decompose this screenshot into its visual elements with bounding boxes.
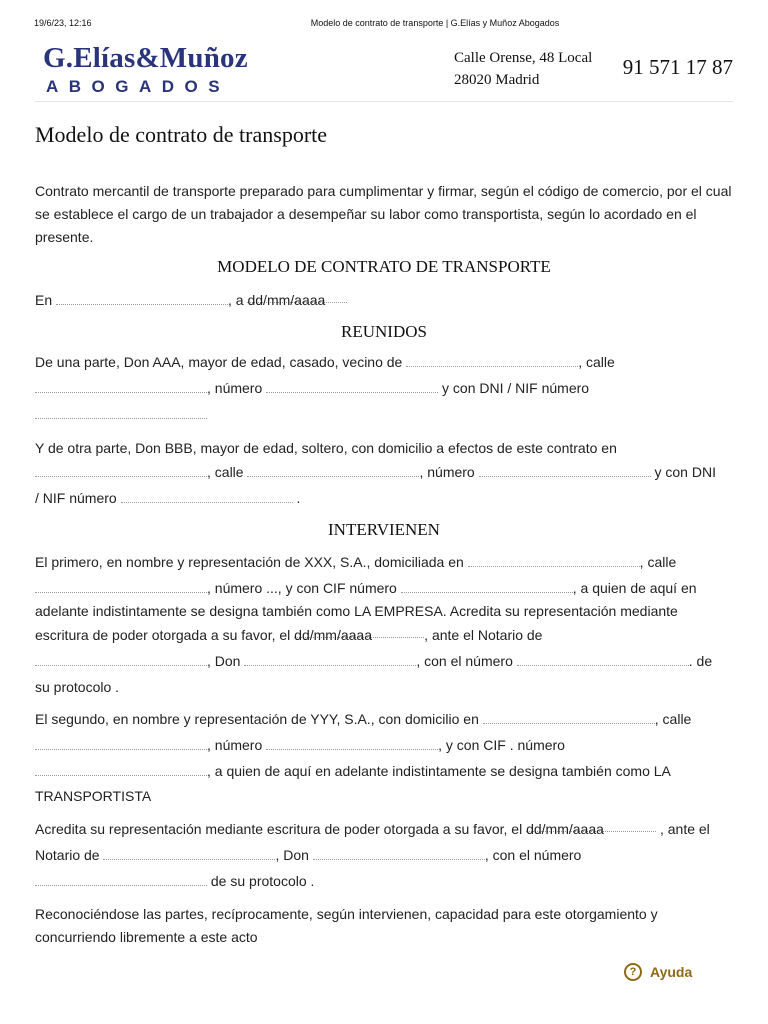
street-field[interactable] bbox=[247, 462, 419, 477]
intervienen-c-line2: Notario de , Don , con el número bbox=[35, 847, 582, 863]
print-page-title: Modelo de contrato de transporte | G.Elías y Muñoz Abogados bbox=[310, 18, 560, 28]
dni-field[interactable] bbox=[35, 404, 207, 419]
intervienen-a-line1: El primero, en nombre y representación de XXX, S.A., domiciliada en , calle bbox=[35, 554, 677, 570]
intervienen-b-line2: , número , y con CIF . número bbox=[35, 733, 735, 757]
intervienen-b-line4: TRANSPORTISTA bbox=[35, 788, 152, 804]
notary-city-field[interactable] bbox=[103, 845, 275, 860]
intervienen-a-line3: adelante indistintamente se designa también como LA EMPRESA. Acredita su representación mediante bbox=[35, 603, 678, 619]
print-header bbox=[0, 18, 768, 32]
cif-field[interactable] bbox=[401, 578, 573, 593]
reunidos-p2-line3: / NIF número . bbox=[35, 490, 301, 506]
protocol-number-field[interactable] bbox=[35, 871, 207, 886]
intervienen-a-line6: su protocolo . bbox=[35, 679, 120, 695]
intervienen-d-paragraph: Reconociéndose las partes, recíprocamente, según intervienen, capacidad para este otorgamiento y concurriendo libremente a este acto bbox=[35, 906, 658, 945]
address-field[interactable] bbox=[468, 552, 640, 567]
reunidos-p2-line2: , calle , número y con DNI bbox=[35, 460, 735, 484]
number-field[interactable] bbox=[266, 735, 438, 750]
date-field[interactable]: dd/mm/aaaa bbox=[526, 817, 656, 832]
reunidos-p1-line1: De una parte, Don AAA, mayor de edad, casado, vecino de , calle bbox=[35, 354, 615, 370]
intervienen-a-line2: , número ..., y con CIF número , a quien de aquí en bbox=[35, 576, 735, 600]
cif-field[interactable] bbox=[35, 761, 207, 776]
site-header bbox=[35, 40, 733, 102]
en-line: En , a dd/mm/aaaa bbox=[35, 288, 735, 312]
notary-name-field[interactable] bbox=[313, 845, 485, 860]
address-field[interactable] bbox=[483, 709, 655, 724]
phone-number[interactable]: 91 571 17 87 bbox=[622, 55, 733, 79]
question-circle-icon: ? bbox=[624, 963, 642, 981]
address-line-1: Calle Orense, 48 Local bbox=[454, 50, 593, 66]
logo-subtitle[interactable]: ABOGADOS bbox=[46, 77, 231, 96]
logo-name[interactable]: G.Elías&Muñoz bbox=[43, 42, 248, 74]
print-date: 19/6/23, 12:16 bbox=[34, 18, 92, 28]
notary-city-field[interactable] bbox=[35, 651, 207, 666]
city-field[interactable] bbox=[406, 352, 578, 367]
nif-field[interactable] bbox=[121, 488, 293, 503]
help-button[interactable] bbox=[624, 962, 692, 982]
intervienen-c-line3: de su protocolo . bbox=[35, 869, 735, 893]
notary-name-field[interactable] bbox=[244, 651, 416, 666]
intervienen-b-line3: , a quien de aquí en adelante indistintamente se designa también como LA bbox=[35, 759, 735, 783]
city-field[interactable] bbox=[35, 462, 207, 477]
street-field[interactable] bbox=[35, 378, 207, 393]
intro-paragraph: Contrato mercantil de transporte preparado para cumplimentar y firmar, según el código de comercio, por el cual se establece el cargo de un trabajador a desempeñar su labor como transportista, según lo acordado en el presente. bbox=[35, 183, 732, 245]
office-address bbox=[454, 47, 592, 91]
help-label: Ayuda bbox=[650, 964, 693, 980]
page-title: Modelo de contrato de transporte bbox=[35, 122, 328, 147]
city-field[interactable] bbox=[56, 290, 228, 305]
contract-heading: MODELO DE CONTRATO DE TRANSPORTE bbox=[217, 257, 551, 276]
reunidos-p1-line3 bbox=[35, 402, 735, 426]
date-field[interactable]: dd/mm/aaaa bbox=[247, 288, 347, 303]
reunidos-p2-line1: Y de otra parte, Don BBB, mayor de edad, soltero, con domicilio a efectos de este contrato en bbox=[35, 440, 617, 456]
protocol-number-field[interactable] bbox=[517, 651, 689, 666]
intervienen-a-line4: escritura de poder otorgada a su favor, el dd/mm/aaaa , ante el Notario de bbox=[35, 623, 735, 647]
intervienen-b-line1: El segundo, en nombre y representación de YYY, S.A., con domicilio en , calle bbox=[35, 711, 692, 727]
street-field[interactable] bbox=[35, 735, 207, 750]
reunidos-heading: REUNIDOS bbox=[341, 322, 427, 341]
number-field[interactable] bbox=[479, 462, 651, 477]
date-field[interactable]: dd/mm/aaaa bbox=[294, 623, 424, 638]
reunidos-p1-line2: , número y con DNI / NIF número bbox=[35, 376, 735, 400]
intervienen-a-line5: , Don , con el número . de bbox=[35, 649, 735, 673]
street-field[interactable] bbox=[35, 578, 207, 593]
intervienen-c-line1: Acredita su representación mediante escritura de poder otorgada a su favor, el dd/mm/aaaa , ante el bbox=[35, 817, 735, 841]
number-field[interactable] bbox=[266, 378, 438, 393]
address-line-2: 28020 Madrid bbox=[454, 72, 540, 88]
intervienen-heading: INTERVIENEN bbox=[328, 520, 440, 539]
